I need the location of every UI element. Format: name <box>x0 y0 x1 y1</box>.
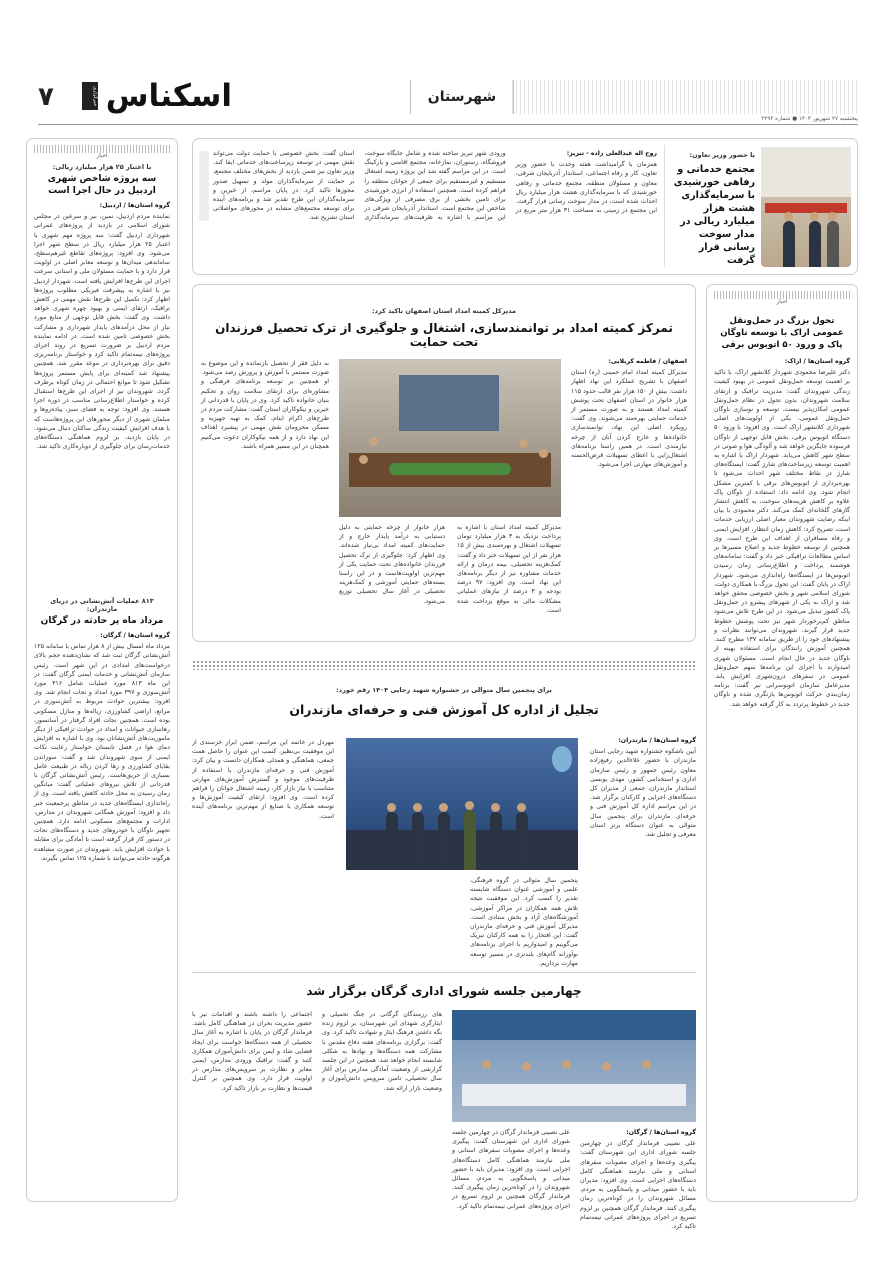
gorgan-byline: گروه استان‌ها / گرگان: <box>626 1129 696 1136</box>
gorgan-body1: علی نصیبی فرماندار گرگان در چهارمین جلسه شورای اداری این شهرستان گفت: پیگیری وعده‌ها و اجرای مصوبات سفرهای استانی و ملی نیازمند هماهنگی کامل دستگاه‌های اجرایی است. وی افزود: مدیران باید با حضور میدانی و پاسخگویی به مردم، مسائل شهروندان را در کوتاه‌ترین زمان پیگیری کنند. فرماندار گرگان همچنین بر لزوم تسریع در اجرای پروژه‌های عمرانی نیمه‌تمام تاکید کرد. <box>580 1140 696 1231</box>
top-story-pre: با حضور وزیر تعاون: <box>689 151 755 159</box>
imdad-col1 <box>571 357 687 633</box>
left-a1-pre: با اعتبار ۲۵ هزار میلیارد ریالی: <box>52 163 152 171</box>
issue-date: پنجشنبه ۲۷ شهریور ۱۴۰۴ ● شماره ۲۲۹۳ <box>761 116 858 122</box>
left-a2-title: مرداد ماه پر حادثه در گرگان <box>40 616 164 626</box>
fanni-col1 <box>590 736 696 964</box>
left-column-bar <box>34 145 170 153</box>
imdad-body2: مدیرکل کمیته امداد استان با اشاره به پرداخت نزدیک به ۳ هزار میلیارد تومان تسهیلات اشتغال و بهره‌مندی بیش از ۱۵ هزار نفر از این تسهیلات خبر داد و گفت: کمک‌هزینه تحصیلی، بیمه درمان و ارائه خدمات مشاوره نیز از دیگر برنامه‌های این نهاد است. وی افزود: ۹۷ درصد بودجه و ۳ درصد از نیازهای عملیاتی مشکلات مالی به موقع پرداخت شده است. <box>457 524 561 614</box>
fanni-photo <box>346 738 578 870</box>
fanni-col3 <box>192 738 334 964</box>
right-col-text <box>714 357 850 1189</box>
left-a2-pre: ۸۱۳ عملیات آتش‌نشانی در دریای مازندران: <box>50 597 154 613</box>
imdad-body3: هزار خانوار از چرخه حمایتی به دلیل دستیابی به درآمد پایدار خارج و از حمایت‌های کمیته امداد بی‌نیاز شده‌اند. وی اظهار کرد: جلوگیری از ترک تحصیل فرزندان خانواده‌های تحت حمایت یکی از مهم‌ترین اولویت‌هاست و در این راستا بسته‌های حمایتی آموزشی و کمک‌هزینه تحصیلی در آغاز سال تحصیلی توزیع می‌شود. <box>339 524 445 605</box>
imdad-byline: اصفهان / فاطمه کربلایی: <box>608 358 687 365</box>
right-column-bar <box>714 291 850 299</box>
top-story-side-tab <box>199 151 209 221</box>
fanni-body2: پنجمین سال متوالی در گروه فرهنگی، علمی و آموزشی عنوان دستگاه شایسته تقدیر را کسب کرد. این موفقیت نتیجه تلاش همه همکاران در مراکز آموزشی، آموزشگاه‌های آزاد و بخش ستادی است. مدیرکل آموزش فنی و حرفه‌ای مازندران گفت: این افتخار را به همه کارکنان تبریک می‌گوییم و امیدواریم با اجرای برنامه‌های نوآورانه گام‌های بلندتری در مسیر توسعه مهارت برداریم. <box>470 877 578 967</box>
page-number: ۷ <box>38 82 54 112</box>
top-story-head <box>671 151 755 267</box>
left-a1-text <box>34 201 170 589</box>
imdad-body1: مدیرکل کمیته امداد امام خمینی (ره) استان اصفهان با تشریح عملکرد این نهاد اظهار داشت: بیش از ۱۵۰ هزار نفر قالب حدود ۱۱۵ هزار خانوار در استان اصفهان تحت پوشش کمیته امداد هستند و به صورت مستمر از خدمات حمایتی بهره‌مند می‌شوند. وی گفت: رویکرد اصلی این نهاد، توانمندسازی خانواده‌ها و خارج کردن آنان از چرخه نیازمندی است. در همین راستا برنامه‌های اشتغال‌زایی با اعطای تسهیلات قرض‌الحسنه و آموزش‌های مهارتی اجرا می‌شود. <box>571 369 688 469</box>
imdad-pre: مدیرکل کمیته امداد استان اصفهان تاکید کرد: <box>372 307 516 315</box>
left-a2-byline: گروه استان‌ها / گرگان: <box>100 632 170 639</box>
imdad-col4 <box>201 359 329 633</box>
header-pattern <box>512 80 858 114</box>
imdad-body4: به دلیل فقر از تحصیل بازنمانده و این موضوع به صورت مستمر با آموزش و پرورش رصد می‌شود. او همچنین بر توسعه برنامه‌های فرهنگی و مشاوره‌ای برای ارتقای سلامت روان و تحکیم بنیان خانواده تاکید کرد. وی در پایان با قدردانی از خیرین و نیکوکاران استان گفت: مشارکت مردم در طرح‌های اکرام ایتام، کمک به تهیه جهیزیه و مسکن محرومان نقش مهمی در پیشبرد اهداف این نهاد دارد و از همه نیکوکاران دعوت می‌کنیم همچنان در این مسیر همراه باشند. <box>201 360 329 450</box>
gorgan-col1 <box>580 1128 696 1231</box>
left-a1-title: سه پروژه شاخص شهری اردبیل در حال اجرا است <box>47 174 157 196</box>
gorgan-body2: های رزمندگان گرگانی در جنگ تحمیلی و ایثارگری شهدای این شهرستان، بر لزوم زنده نگه داشتن فرهنگ ایثار و شهادت تاکید کرد. وی گفت: برگزاری برنامه‌های هفته دفاع مقدس با مشارکت همه دستگاه‌ها و نهادها به شکلی شایسته انجام خواهد شد. همچنین در این جلسه گزارشی از وضعیت آمادگی مدارس برای آغاز سال تحصیلی، تامین سرویس دانش‌آموزان و وضعیت بازار ارائه شد. <box>322 1011 442 1092</box>
left-a1-byline: گروه استان‌ها / اردبیل: <box>99 202 170 209</box>
right-news-column <box>706 284 858 1202</box>
gorgan-article <box>192 972 696 1231</box>
fanni-pre: برای پنجمین سال متوالی در جشنواره شهید رجایی ۱۴۰۴ رقم خورد: <box>336 686 552 694</box>
right-col-byline: گروه استان‌ها / اراک: <box>784 358 850 365</box>
left-news-column <box>26 138 178 1202</box>
logo <box>82 78 232 112</box>
imdad-col3 <box>339 523 445 633</box>
logo-text: اسکناس <box>105 78 232 114</box>
left-a2-body: مرداد ماه امسال بیش از ۸ هزار تماس با سامانه ۱۲۵ آتش‌نشانی گرگان ثبت شد که نشان‌دهنده حجم بالای درخواست‌های امدادی در این شهر است. رئیس سازمان آتش‌نشانی و خدمات ایمنی گرگان گفت: در این ماه ۸۱۳ مورد عملیات شامل ۴۱۶ مورد آتش‌سوزی و ۳۹۷ مورد امداد و نجات انجام شد. وی افزود: بیشترین حوادث مربوط به آتش‌سوزی در مراتع، اراضی کشاورزی، زباله‌ها و منازل مسکونی بوده است. همچنین نجات افراد گرفتار در آسانسور، رهاسازی حیوانات و امداد در حوادث ترافیکی از دیگر ماموریت‌های آتش‌نشانان بود. وی با اشاره به افزایش دمای هوا در فصل تابستان خواستار رعایت نکات ایمنی از سوی شهروندان شد و گفت: سوزاندن بقایای کشاورزی و رها کردن زباله در طبیعت عامل بسیاری از حریق‌هاست. رئیس آتش‌نشانی گرگان با قدردانی از تلاش نیروهای عملیاتی گفت: میانگین زمان رسیدن به محل حادثه کاهش یافته است. وی از راه‌اندازی ایستگاه‌های جدید در مناطق پرجمعیت خبر داد و افزود: آموزش همگانی شهروندان در مدارس، ادارات و مجتمع‌های مسکونی ادامه دارد. همچنین تجهیز ناوگان با خودروهای جدید و دستگاه‌های نجات در دستور کار قرار گرفته است تا آمادگی برای مقابله با حوادث افزایش یابد. شهروندان در صورت مشاهده هرگونه حادثه می‌توانند با شماره ۱۲۵ تماس بگیرند. <box>34 643 171 862</box>
gorgan-col3 <box>192 1010 312 1198</box>
fanni-byline: گروه استان‌ها / مازندران: <box>618 737 696 744</box>
imdad-col2 <box>457 523 561 633</box>
section-title: شهرستان <box>427 89 497 105</box>
section-divider <box>192 660 696 670</box>
logo-tagline: خبرگزاری <box>82 82 98 110</box>
gorgan-photo <box>452 1010 696 1122</box>
gorgan-body1-cont: علی نصیبی فرماندار گرگان در چهارمین جلسه شورای اداری این شهرستان گفت: پیگیری وعده‌ها و اجرای مصوبات سفرهای استانی و ملی نیازمند هماهنگی کامل دستگاه‌های اجرایی است. وی افزود: مدیران باید با حضور میدانی و پاسخگویی به مردم، مسائل شهروندان را در کوتاه‌ترین زمان پیگیری کنند. فرماندار گرگان همچنین بر لزوم تسریع در اجرای پروژه‌های عمرانی نیمه‌تمام تاکید کرد. <box>452 1129 570 1210</box>
top-story-title: مجتمع خدماتی و رفاهی خورشیدی با سرمایه‌گذاری هشت هزار میلیارد ریالی در مدار سوخت رسانی قرار گرفت <box>673 164 755 266</box>
top-story-photo <box>761 147 851 267</box>
gorgan-col2 <box>322 1010 442 1198</box>
fanni-article <box>192 680 696 970</box>
gorgan-col1b <box>452 1128 570 1210</box>
fanni-body3: مهردل در خاتمه این مراسم، ضمن ابراز خرسندی از این موفقیت بی‌نظیر، کسب این عنوان را حاصل همت جمعی، هماهنگی و همدلی همکاران دانست و بیان کرد: آموزش فنی و حرفه‌ای مازندران با استفاده از ظرفیت‌های موجود و گسترش آموزش‌های مهارتی متناسب با نیاز بازار کار، زمینه اشتغال جوانان را فراهم کرده است. وی افزود: ارتقای کیفیت آموزش‌ها و توسعه همکاری با صنایع از مهم‌ترین برنامه‌های آینده است. <box>192 739 334 820</box>
imdad-photo <box>339 359 561 517</box>
masthead <box>38 72 858 122</box>
top-story-box <box>192 138 858 275</box>
fanni-col2 <box>470 876 578 967</box>
section-label-box <box>410 80 514 114</box>
imdad-article-box <box>192 284 696 642</box>
right-col-body: دکتر علیرضا محمودی شهردار کلانشهر اراک، با تاکید بر اهمیت توسعه حمل‌ونقل عمومی در بهبود کیفیت زندگی شهروندان گفت: مدیریت ترافیک و ارتقای سلامت شهروندان، بدون تحول در نظام حمل‌ونقل عمومی امکان‌پذیر نیست. توسعه و نوسازی ناوگان حمل‌ونقل عمومی، یکی از اولویت‌های اصلی شهرداری کلانشهر اراک است. وی افزود: با ورود ۵۰ دستگاه اتوبوس برقی، بخش قابل توجهی از ناوگان فرسوده جایگزین خواهد شد و آلودگی هوا و صوتی در سطح شهر کاهش می‌یابد. شهردار اراک با اشاره به اهمیت توسعه زیرساخت‌های شارژ گفت: ایستگاه‌های شارژ در نقاط مختلف شهر احداث می‌شود تا بهره‌برداری از اتوبوس‌های برقی با کمترین مشکل انجام شود. وی ادامه داد: استفاده از ناوگان پاک علاوه بر کاهش هزینه‌های سوخت، به کاهش انتشار گازهای گلخانه‌ای کمک می‌کند. دکتر محمودی با بیان اینکه رضایت شهروندان معیار اصلی ارزیابی خدمات است، تصریح کرد: کاهش زمان انتظار، افزایش ایمنی و رفاه مسافران از اهداف این طرح است. وی همچنین از توسعه خطوط جدید و اصلاح مسیرها بر اساس مطالعات ترافیکی خبر داد و گفت: سامانه‌های هوشمند پرداخت و اطلاع‌رسانی زمان رسیدن اتوبوس‌ها در ایستگاه‌ها راه‌اندازی می‌شود. شهردار اراک در پایان گفت: این تحول بزرگ با همکاری دولت، شورای اسلامی شهر و بخش خصوصی محقق خواهد شد و اراک به یکی از شهرهای پیشرو در حمل‌ونقل پاک کشور تبدیل می‌شود. در این طرح تلاش می‌شود مناطق کم‌برخوردار شهر نیز تحت پوشش خطوط جدید قرار گیرند. شهروندان می‌توانند نظرات و پیشنهادهای خود را از طریق سامانه ۱۳۷ مطرح کنند. همچنین آموزش رانندگان برای استفاده بهینه از ناوگان جدید در حال انجام است. مسئولان شهری امیدوارند با اجرای این برنامه‌ها سهم حمل‌ونقل عمومی در سفرهای درون‌شهری افزایش یابد. مدیرعامل سازمان اتوبوسرانی نیز گفت: برنامه زمان‌بندی حرکت اتوبوس‌ها بازنگری شده و ناوگان جدید در خطوط پرتردد به کار گرفته خواهد شد. <box>714 369 850 708</box>
top-story-byline: روح اله عبدالعلی زاده - تبریز: <box>566 150 657 157</box>
top-story-text <box>213 149 657 261</box>
left-a2-text <box>34 631 170 1191</box>
right-column-label: اخبار <box>776 299 788 305</box>
header-rule <box>38 124 858 125</box>
gorgan-body3: اجتماعی را داشته باشند و اقدامات نیز با حضور مدیریت بحران در هماهنگی کامل باشد. فرماندار گرگان در پایان با اشاره به آغاز سال تحصیلی از همه دستگاه‌ها خواست برای ایجاد فضایی شاد و ایمن برای دانش‌آموزان همکاری کنند و گفت: ترافیک ورودی مدارس، ایمنی معابر و نظارت بر سرویس‌های مدارس در اولویت قرار دارد. وی همچنین بر کنترل قیمت‌ها و نظارت بر بازار تاکید کرد. <box>192 1011 312 1092</box>
left-column-label: اخبار <box>96 153 108 159</box>
fanni-title: تجلیل از اداره کل آموزش فنی و حرفه‌ای مازندران <box>289 702 599 717</box>
right-col-title: تحول بزرگ در حمل‌ونقل عمومی اراک با توسعه ناوگان پاک و ورود ۵۰ اتوبوس برقی <box>720 316 844 350</box>
top-story-body: همزمان با گرامیداشت هفته وحدت با حضور وزیر تعاون، کار و رفاه اجتماعی، استاندار آذربایجان شرقی، معاون و مسئولان منطقه، مجتمع خدماتی و رفاهی خورشیدی که با سرمایه‌گذاری هشت هزار میلیارد ریال احداث شده است، در مدار سوخت رسانی قرار گرفت. این مجتمع در زمینی به مساحت ۳۱ هزار متر مربع در ورودی شهر تبریز ساخته شده و شامل جایگاه سوخت، فروشگاه، رستوران، نمازخانه، مجتمع اقامتی و پارکینگ است. در این مراسم گفته شد این پروژه زمینه اشتغال مستقیم و غیرمستقیم برای جمعی از جوانان منطقه را فراهم کرده است. همچنین استفاده از انرژی خورشیدی برای تامین بخشی از برق مصرفی از ویژگی‌های شاخص این مجتمع است. استاندار آذربایجان شرقی در این مراسم با اشاره به ظرفیت‌های سرمایه‌گذاری استان گفت: بخش خصوصی با حمایت دولت می‌تواند نقش مهمی در توسعه زیرساخت‌های خدماتی ایفا کند. وزیر تعاون نیز ضمن بازدید از بخش‌های مختلف مجتمع، بر حمایت از سرمایه‌گذاران مولد و تسهیل صدور مجوزها تاکید کرد. در پایان مراسم، از خیرین و سرمایه‌گذاران این طرح تقدیر شد و برنامه‌های آینده برای توسعه مجتمع‌های مشابه در محورهای مواصلاتی استان تشریح شد. <box>213 150 657 222</box>
fanni-body1: آیین باشکوه جشنواره شهید رجایی استان مازندران با حضور علاءالدین رفیع‌زاده معاون رئیس جمهور و رئیس سازمان اداری و استخدامی کشور، مهدی یونسی استاندار مازندران، جمعی از مدیران کل دستگاه‌های اجرایی و کارکنان برگزار شد. در این مراسم اداره کل آموزش فنی و حرفه‌ای مازندران برای پنجمین سال متوالی به عنوان دستگاه برتر استان معرفی و تجلیل شد. <box>590 748 696 839</box>
gorgan-title: چهارمین جلسه شورای اداری گرگان برگزار شد <box>306 984 582 998</box>
imdad-title: تمرکز کمیته امداد بر توانمندسازی، اشتغال و جلوگیری از ترک تحصیل فرزندان تحت حمایت <box>215 321 673 349</box>
left-a1-body: نماینده مردم اردبیل، نمین، نیر و سرعین در مجلس شورای اسلامی در بازدید از پروژه‌های عمرانی شهرداری اردبیل گفت: سه پروژه مهم شهری با اعتبار ۲۵ هزار میلیارد ریال در سطح شهر اجرا می‌شود. وی افزود: پروژه‌های تقاطع غیرهم‌سطح، ساماندهی میدان‌ها و توسعه معابر اصلی در اولویت قرار دارد و با حمایت مسئولان ملی و استانی سرعت اجرای این طرح‌ها افزایش یافته است. شهردار اردبیل نیز با اشاره به پیشرفت فیزیکی مطلوب پروژه‌ها اظهار کرد: تکمیل این طرح‌ها نقش مهمی در کاهش ترافیک، ارتقای ایمنی و بهبود چهره شهری خواهد داشت. وی گفت: بخش قابل توجهی از منابع مورد نیاز از محل درآمدهای پایدار شهرداری و مشارکت بخش خصوصی تامین شده است. در ادامه نماینده مردم اردبیل بر ضرورت تسریع در روند اجرای پروژه‌های نیمه‌تمام تاکید کرد و خواستار برنامه‌ریزی دقیق برای بهره‌برداری در موعد مقرر شد. همچنین پیشنهاد شد کمیته‌ای برای پایش مستمر پروژه‌ها تشکیل شود تا موانع احتمالی در زمان کوتاه برطرف گردد. شهروندان نیز از اجرای این طرح‌ها استقبال کرده و خواستار اطلاع‌رسانی مناسب در دوره اجرا هستند. وی افزود: توجه به فضای سبز، پیاده‌روها و مبلمان شهری از دیگر محورهای این پروژه‌هاست که با هدف افزایش کیفیت زندگی ساکنان دنبال می‌شود. در پایان بازدید، بر لزوم هماهنگی دستگاه‌های خدمات‌رسان برای جلوگیری از دوباره‌کاری تاکید شد. <box>34 213 170 451</box>
